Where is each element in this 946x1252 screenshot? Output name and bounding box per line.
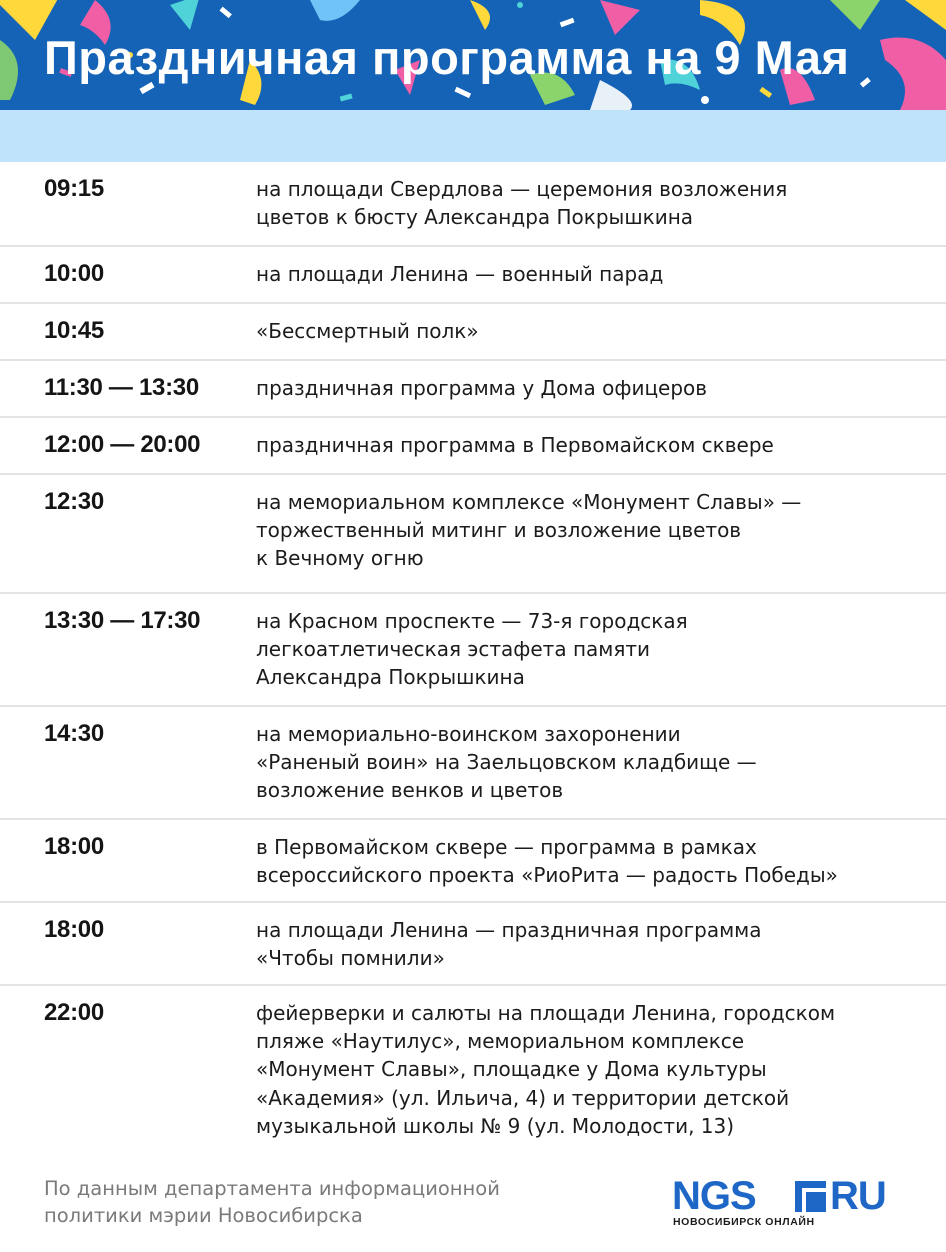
event-description: в Первомайском сквере — программа в рамках всероссийского проекта «РиоРита — радость Победы» <box>256 835 838 888</box>
logo-domain: RU <box>830 1174 886 1218</box>
event-time: 12:00 — 20:00 <box>44 431 201 458</box>
page-title: Праздничная программа на 9 Мая <box>44 31 850 84</box>
schedule-table <box>0 162 946 1151</box>
event-time: 12:30 <box>44 488 104 515</box>
event-description: на Красном проспекте — 73-я городская легкоатлетическая эстафета памяти Александра Покрышкина <box>256 609 688 690</box>
event-description: на площади Ленина — праздничная программа «Чтобы помнили» <box>256 918 762 971</box>
ngs-square-icon <box>795 1181 826 1212</box>
event-time: 09:15 <box>44 175 104 202</box>
schedule-row <box>0 247 946 304</box>
header-banner <box>0 0 946 110</box>
event-description: праздничная программа у Дома офицеров <box>256 376 708 400</box>
event-time: 14:30 <box>44 720 104 747</box>
event-description: на мемориальном комплексе «Монумент Славы» — торжественный митинг и возложение цветов к Вечному огню <box>256 490 802 571</box>
logo-wordmark: NGS <box>672 1174 756 1218</box>
schedule-row <box>0 361 946 418</box>
schedule-row <box>0 162 946 247</box>
schedule-row <box>0 707 946 820</box>
schedule-row <box>0 820 946 903</box>
event-time: 10:00 <box>44 260 104 287</box>
event-description: на площади Ленина — военный парад <box>256 262 664 286</box>
schedule-row <box>0 986 946 1151</box>
event-description: на мемориально-воинском захоронении «Раненый воин» на Заельцовском кладбище — возложение венков и цветов <box>256 722 757 803</box>
schedule-row <box>0 304 946 361</box>
event-time: 18:00 <box>44 833 104 860</box>
event-time: 22:00 <box>44 999 104 1026</box>
event-time: 13:30 — 17:30 <box>44 607 201 634</box>
ngs-logo[interactable] <box>672 1176 904 1232</box>
schedule-row <box>0 475 946 594</box>
event-description: праздничная программа в Первомайском сквере <box>256 433 774 457</box>
source-note: По данным департамента информационной политики мэрии Новосибирска <box>44 1177 500 1227</box>
schedule-row <box>0 594 946 707</box>
schedule-row <box>0 418 946 475</box>
event-time: 11:30 — 13:30 <box>44 374 199 401</box>
schedule-row <box>0 903 946 986</box>
event-description: фейерверки и салюты на площади Ленина, городском пляже «Наутилус», мемориальном комплексе «Монумент Славы», площадке у Дома культуры «Академия» (ул. Ильича, 4) и территории детской музыкальной школы № 9 (ул. Молодости, 13) <box>256 1001 836 1138</box>
event-time: 18:00 <box>44 916 104 943</box>
header-subband <box>0 110 946 162</box>
logo-subtitle: НОВОСИБИРСК ОНЛАЙН <box>673 1216 815 1228</box>
event-time: 10:45 <box>44 317 104 344</box>
event-description: «Бессмертный полк» <box>256 319 479 343</box>
event-description: на площади Свердлова — церемония возложения цветов к бюсту Александра Покрышкина <box>256 177 788 230</box>
